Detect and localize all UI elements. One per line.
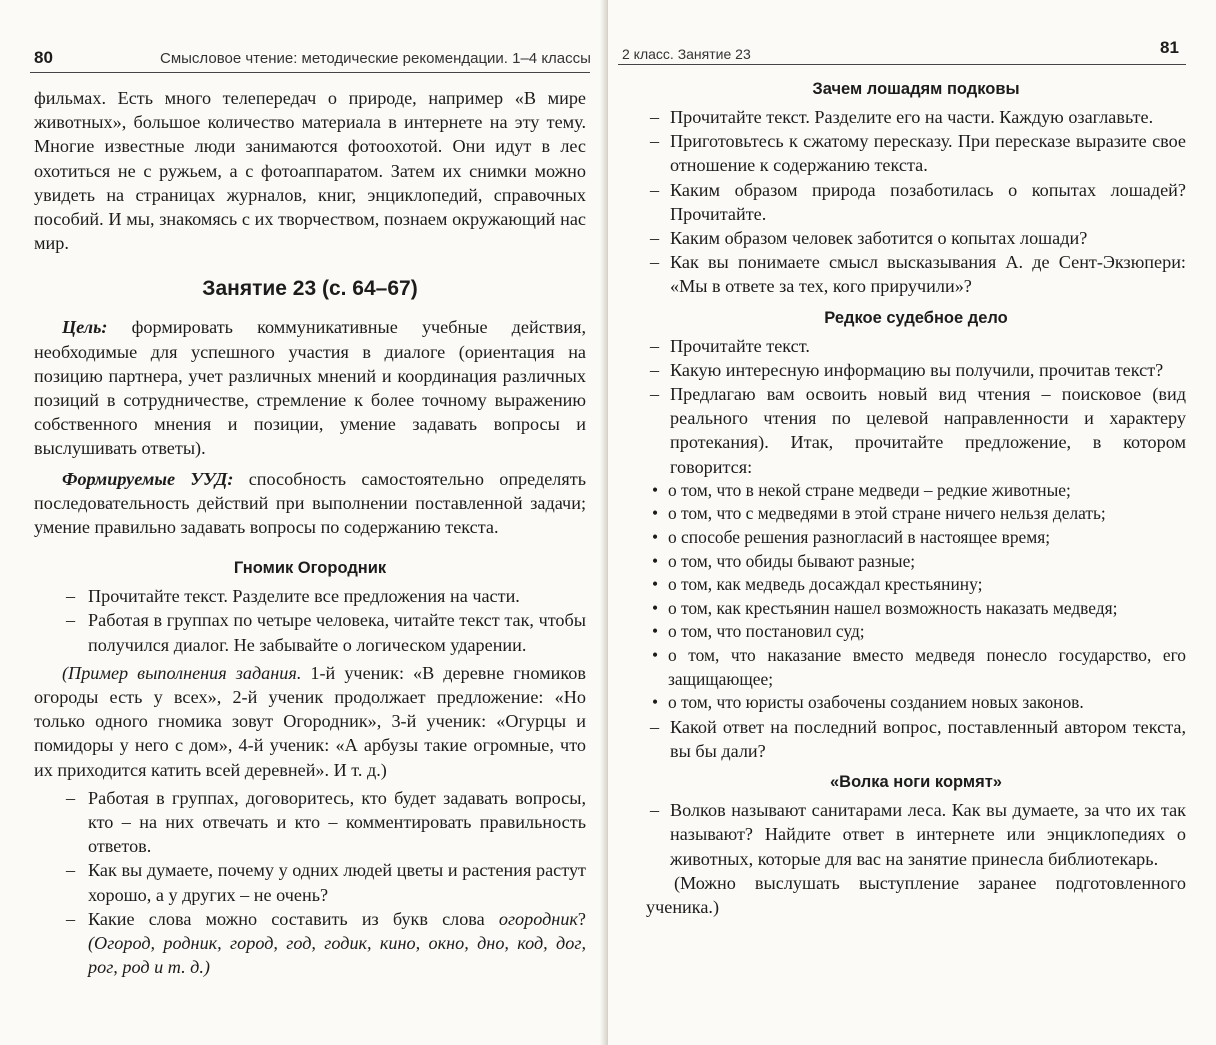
task-item: – Как вы думаете, почему у одних людей цветы и растения растут хорошо, а у других – не очень? xyxy=(34,858,586,906)
task-item: – Прочитайте текст. Разделите все предложения на части. xyxy=(34,584,586,608)
right-page-content xyxy=(646,80,1186,919)
header-rule xyxy=(618,64,1186,65)
header-rule xyxy=(30,72,590,73)
left-page xyxy=(0,0,604,1045)
task-item: – Работая в группах по четыре человека, читайте текст так, чтобы получился диалог. Не забывайте о логическом ударении. xyxy=(34,608,586,656)
bullet-item: • о том, что в некой стране медведи – редкие животные; xyxy=(646,479,1186,503)
bullet-item: • о том, как крестьянин нашел возможность наказать медведя; xyxy=(646,597,1186,621)
intro-paragraph: фильмах. Есть много телепередач о природе, например «В мире животных», большое количество материала в интернете на эту тему. Многие известные люди занимаются фотоохотой. Они идут в лес охотиться не с ружьем, а с фотоаппаратом. Затем их снимки можно увидеть на страницах журналов, книг, энциклопедий, справочных пособий. И мы, знакомясь с их творчеством, познаем окружающий нас мир. xyxy=(34,88,586,254)
example-label: (Пример выполнения задания. xyxy=(62,662,302,683)
bullet-item: • о способе решения разногласий в настоящее время; xyxy=(646,526,1186,550)
task-item: – Каким образом природа позаботилась о копытах лошадей? Прочитайте. xyxy=(646,178,1186,226)
task-word: огородник xyxy=(498,908,578,929)
task-item: – Прочитайте текст. Разделите его на части. Каждую озаглавьте. xyxy=(646,105,1186,129)
running-head: Смысловое чтение: методические рекомендации. 1–4 классы xyxy=(160,50,591,67)
note-paragraph: (Можно выслушать выступление заранее подготовленного ученика.) xyxy=(646,872,1186,917)
page-number: 80 xyxy=(34,48,53,67)
task-item: – Какой ответ на последний вопрос, поставленный автором текста, вы бы дали? xyxy=(646,715,1186,763)
task-item: – Приготовьтесь к сжатому пересказу. При пересказе выразите свое отношение к содержанию текста. xyxy=(646,129,1186,177)
task-item-words xyxy=(34,907,586,980)
goal-paragraph xyxy=(34,315,586,460)
bullet-item: • о том, что с медведями в этой стране ничего нельзя делать; xyxy=(646,502,1186,526)
bullet-item: • о том, что наказание вместо медведя понесло государство, его защищающее; xyxy=(646,644,1186,691)
uud-text: способность самостоятельно определять последовательность действий при выполнении поставленной задачи; умение правильно задавать вопросы по содержанию текста. xyxy=(34,468,586,538)
uud-label: Формируемые УУД: xyxy=(62,468,234,489)
lesson-title: Занятие 23 (с. 64–67) xyxy=(202,277,418,301)
bullet-item: • о том, что постановил суд; xyxy=(646,620,1186,644)
task-item: – Предлагаю вам освоить новый вид чтения – поисковое (вид реального чтения по целевой направленности и характеру протекания). Итак, прочитайте предложение, в котором говорится: xyxy=(646,382,1186,479)
section-title-horseshoes: Зачем лошадям подковы xyxy=(812,80,1020,98)
bullet-item: • о том, что юристы озабочены созданием новых законов. xyxy=(646,691,1186,715)
section-title-gnome: Гномик Огородник xyxy=(233,559,387,578)
left-page-content xyxy=(34,86,586,980)
goal-label: Цель: xyxy=(62,317,108,338)
task-item: – Прочитайте текст. xyxy=(646,334,1186,358)
right-page xyxy=(608,0,1216,1045)
task-item: – Работая в группах, договоритесь, кто будет задавать вопросы, кто – на них отвечать и кто – комментировать правильность ответов. xyxy=(34,786,586,859)
section-title-court: Редкое судебное дело xyxy=(824,308,1008,327)
bullet-item: • о том, что обиды бывают разные; xyxy=(646,550,1186,574)
example-paragraph xyxy=(34,661,586,782)
running-head: 2 класс. Занятие 23 xyxy=(622,46,751,62)
task-item: – Какую интересную информацию вы получили, прочитав текст? xyxy=(646,358,1186,382)
page-number: 81 xyxy=(1160,38,1179,57)
example-text: 1-й ученик: «В деревне гномиков огороды есть у всех», 2-й ученик продолжает предложение: «Но только одного гномика зовут Огородник», 3-й ученик: «Огурцы и помидоры у него с дом», 4-й ученик: «А арбузы такие огромные, что их приходится катить всей деревней». И т. д.) xyxy=(34,662,586,780)
uud-paragraph xyxy=(34,467,586,540)
section-title-wolf: «Волка ноги кормят» xyxy=(830,773,1002,792)
task-item: – Волков называют санитарами леса. Как вы думаете, за что их так называют? Найдите ответ в интернете или энциклопедиях о животных, которые для вас на занятие принесла библиотекарь. xyxy=(646,798,1186,871)
task-item: – Каким образом человек заботится о копытах лошади? xyxy=(646,226,1186,250)
task-answer: (Огород, родник, город, год, годик, кино, окно, дно, код, дог, рог, род и т. д.) xyxy=(88,933,586,978)
task-end: ? xyxy=(577,908,586,929)
bullet-item: • о том, как медведь досаждал крестьянину; xyxy=(646,573,1186,597)
task-text: Какие слова можно составить из букв слова xyxy=(88,908,499,929)
goal-text: формировать коммуникативные учебные действия, необходимые для успешного участия в диалоге (ориентация на позицию партнера, учет различных мнений и координация различных позиций в сотрудничестве, стремление к более точному выражению собственного мнения и позиции, умение задавать вопросы и выслушивать ответы). xyxy=(34,317,586,459)
task-item: – Как вы понимаете смысл высказывания А. де Сент-Экзюпери: «Мы в ответе за тех, кого приручили»? xyxy=(646,250,1186,298)
